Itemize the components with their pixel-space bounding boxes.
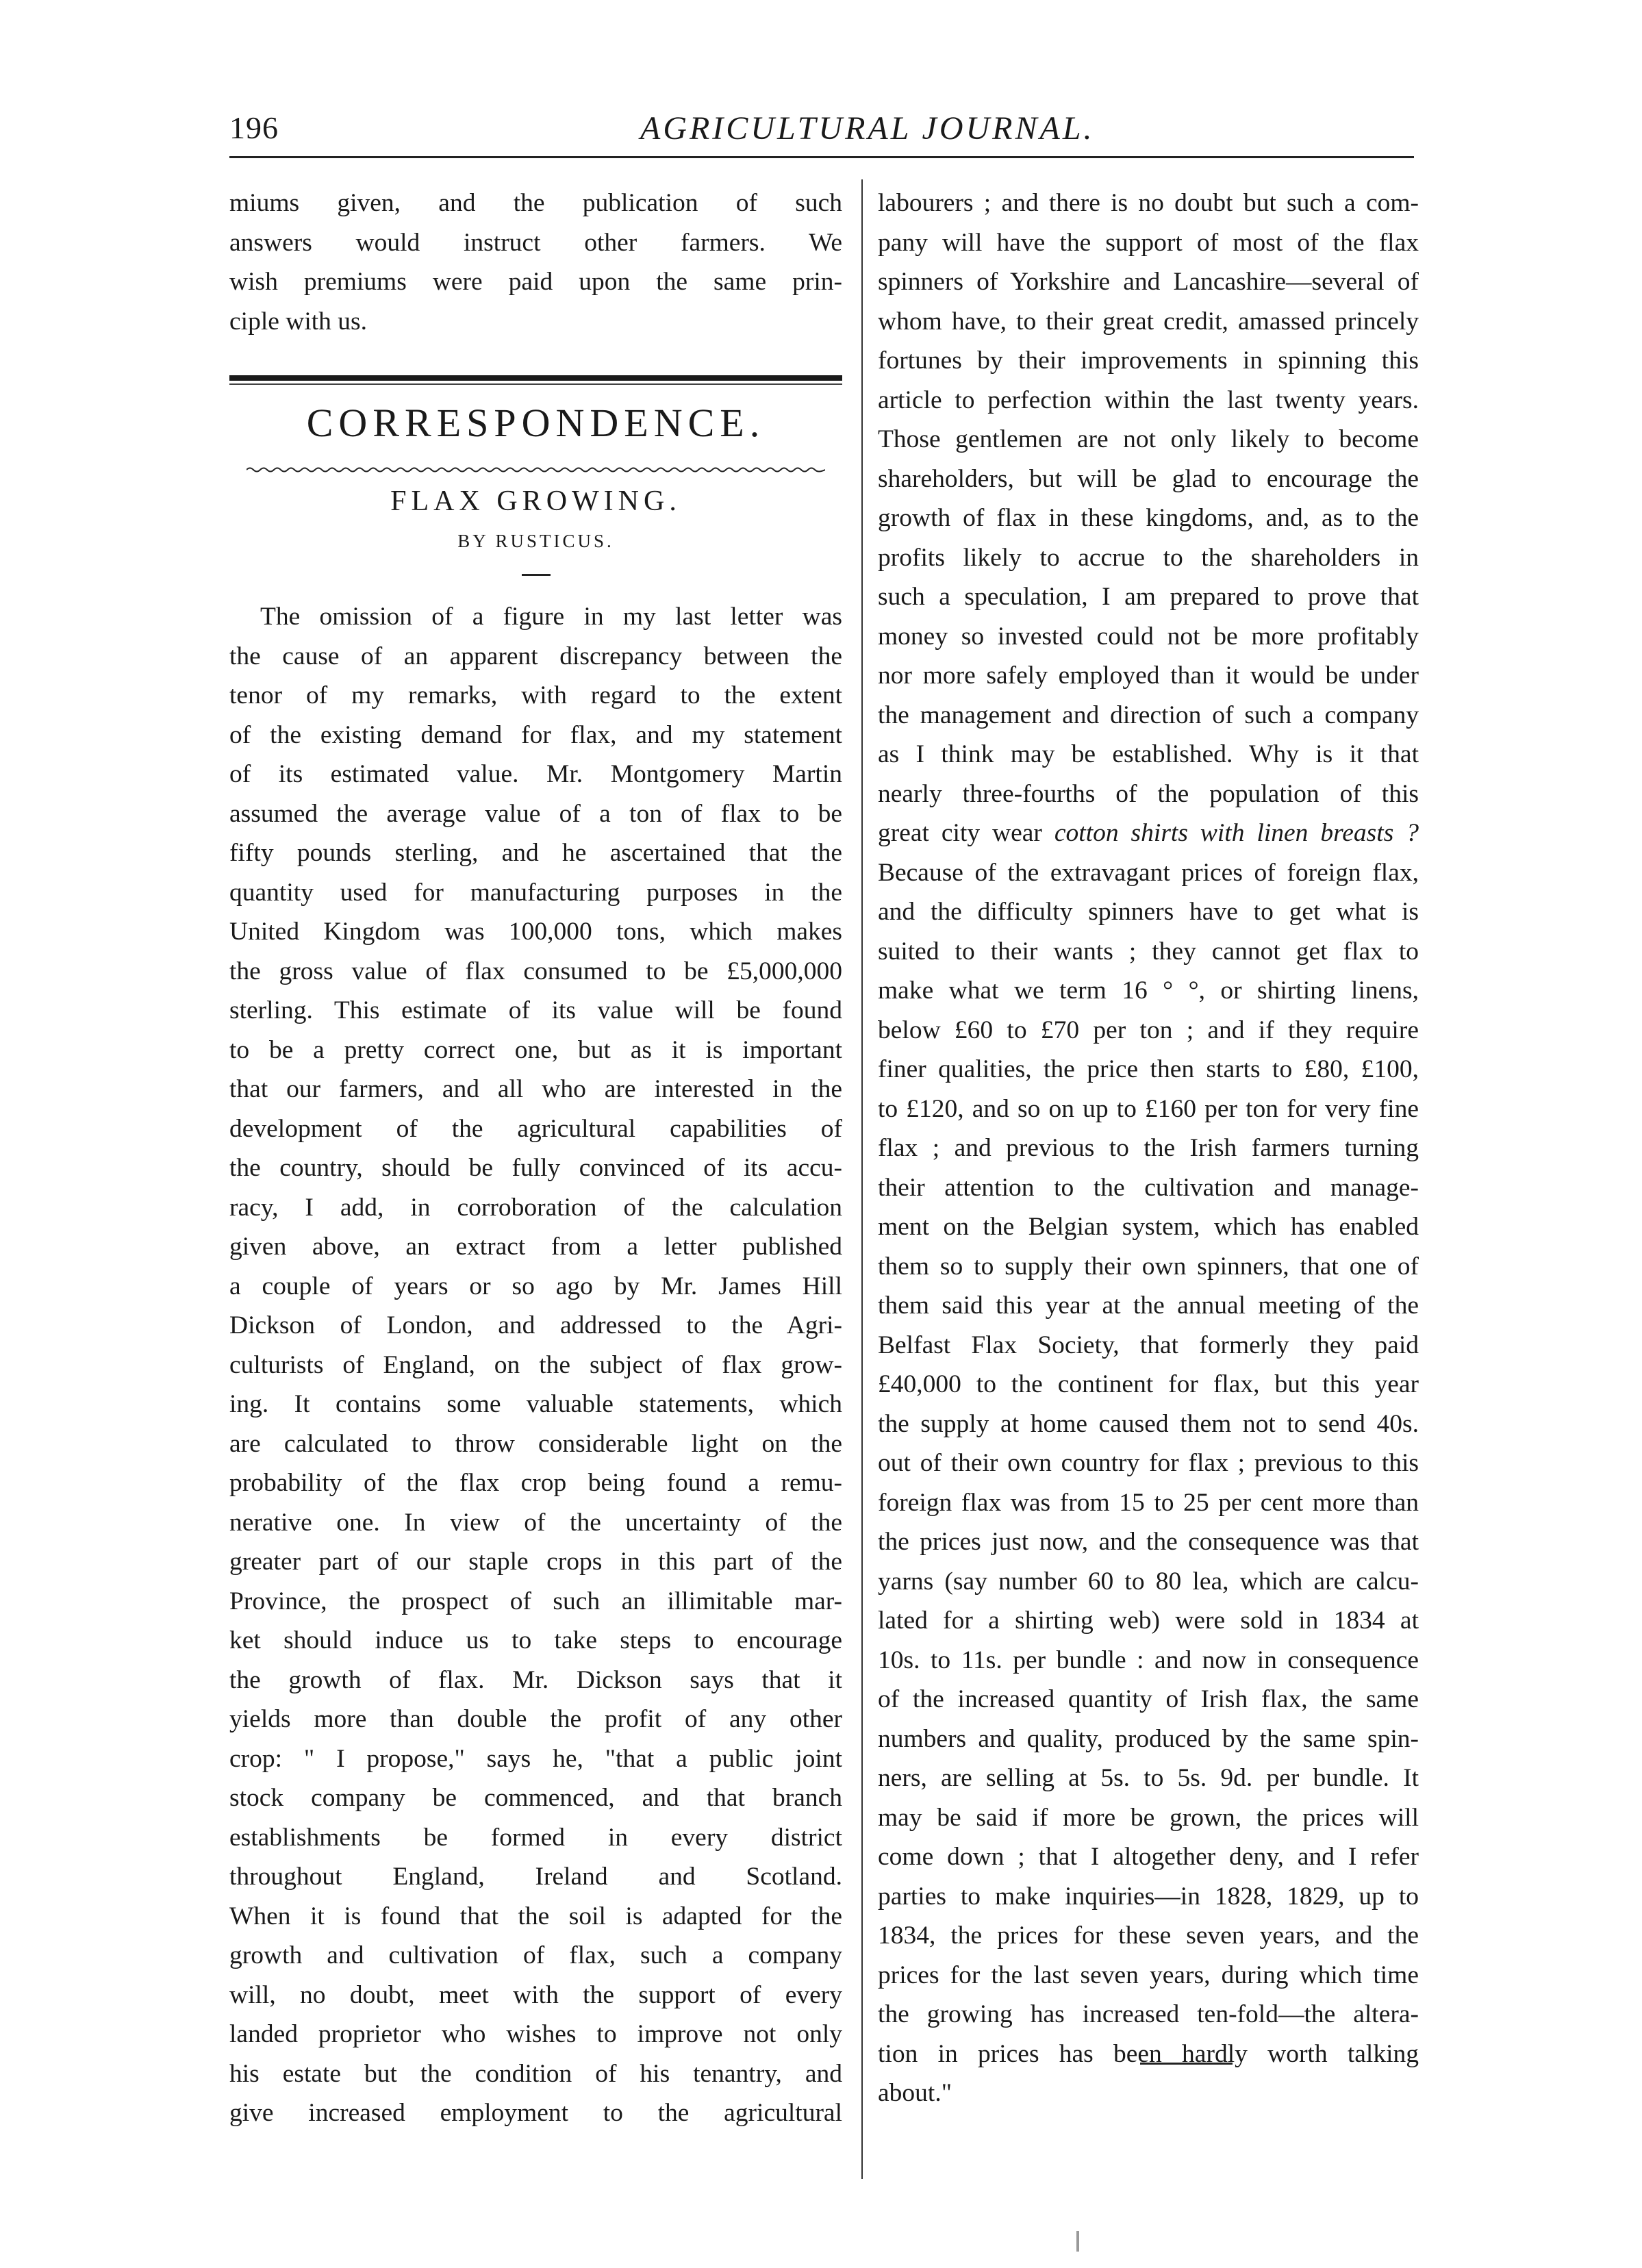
text-line: labourers ; and there is no doubt but such a com- <box>878 189 1419 217</box>
text-line: answers would instruct other farmers. We <box>229 228 842 257</box>
text-line: tion in prices has been hardly worth talking <box>878 2039 1419 2068</box>
text-line: are calculated to throw considerable light on the <box>229 1429 842 1458</box>
text-line: throughout England, Ireland and Scotland. <box>229 1863 842 1891</box>
text-line: £40,000 to the continent for flax, but this year <box>878 1370 1419 1398</box>
text-line: whom have, to their great credit, amassed princely <box>878 307 1419 336</box>
text-line: flax ; and previous to the Irish farmers turning <box>878 1134 1419 1162</box>
text-line: their attention to the cultivation and manage- <box>878 1173 1419 1202</box>
italic-phrase: cotton shirts with linen breasts ? <box>1054 819 1419 847</box>
text-line: yields more than double the profit of any other <box>229 1705 842 1733</box>
text-line: the supply at home caused them not to send 40s. <box>878 1409 1419 1438</box>
text-line: landed proprietor who wishes to improve not only <box>229 2020 842 2048</box>
text-line: assumed the average value of a ton of flax to be <box>229 799 842 828</box>
right-column <box>878 184 1419 2113</box>
text-line: suited to their wants ; they cannot get flax to <box>878 937 1419 966</box>
print-mark <box>1076 2231 1079 2252</box>
text-line: nerative one. In view of the uncertainty of the <box>229 1508 842 1537</box>
left-column-top <box>229 184 842 341</box>
text-line: nor more safely employed than it would be under <box>878 662 1419 690</box>
article-byline: BY RUSTICUS. <box>457 531 614 551</box>
text-line-italic <box>878 814 1419 853</box>
text-line: crop: " I propose," says he, "that a public joint <box>229 1744 842 1773</box>
header-rule <box>229 156 1414 158</box>
text-line: greater part of our staple crops in this part of the <box>229 1548 842 1576</box>
section-rule-thick <box>229 375 842 381</box>
text-line: miums given, and the publication of such <box>229 189 842 217</box>
text-line: article to perfection within the last twenty years. <box>878 386 1419 414</box>
text-line: 1834, the prices for these seven years, and the <box>878 1922 1419 1950</box>
text-line: will, no doubt, meet with the support of every <box>229 1980 842 2009</box>
text-line: ners, are selling at 5s. to 5s. 9d. per bundle. It <box>878 1764 1419 1792</box>
text-line: them said this year at the annual meeting of the <box>878 1292 1419 1320</box>
text-line: come down ; that I altogether deny, and I refer <box>878 1843 1419 1871</box>
text-line: out of their own country for flax ; previous to this <box>878 1449 1419 1477</box>
text-line: the prices just now, and the consequence was that <box>878 1528 1419 1556</box>
text-line: of its estimated value. Mr. Montgomery Martin <box>229 760 842 788</box>
text-line: yarns (say number 60 to 80 lea, which are calcu- <box>878 1567 1419 1596</box>
text-line: 10s. to 11s. per bundle : and now in consequence <box>878 1646 1419 1674</box>
column-divider <box>861 179 863 2179</box>
running-head: AGRICULTURAL JOURNAL. <box>640 110 1095 147</box>
text-line: nearly three-fourths of the population of this <box>878 779 1419 808</box>
page-number: 196 <box>229 110 279 145</box>
byline-dash <box>522 574 551 576</box>
text-line: the growth of flax. Mr. Dickson says that it <box>229 1665 842 1694</box>
text-line: The omission of a figure in my last letter was <box>260 603 842 631</box>
text-line: foreign flax was from 15 to 25 per cent more than <box>878 1488 1419 1517</box>
text-line: the country, should be fully convinced of its accu- <box>229 1154 842 1182</box>
text-line: Dickson of London, and addressed to the Agri- <box>229 1311 842 1339</box>
text-line: prices for the last seven years, during which time <box>878 1961 1419 1989</box>
text-line: give increased employment to the agricultural <box>229 2099 842 2127</box>
text-line: development of the agricultural capabilities of <box>229 1114 842 1143</box>
text-line: parties to make inquiries—in 1828, 1829, up to <box>878 1882 1419 1911</box>
text-line: given above, an extract from a letter published <box>229 1233 842 1261</box>
text-line: When it is found that the soil is adapted for the <box>229 1902 842 1930</box>
text-line: wish premiums were paid upon the same prin- <box>229 268 842 296</box>
text-line: ciple with us. <box>229 307 368 336</box>
text-line: United Kingdom was 100,000 tons, which makes <box>229 918 842 946</box>
text-line: fifty pounds sterling, and he ascertained that the <box>229 839 842 867</box>
text-line: Because of the extravagant prices of foreign flax, <box>878 858 1419 887</box>
text-line: shareholders, but will be glad to encourage the <box>878 464 1419 493</box>
text-line: may be said if more be grown, the prices will <box>878 1803 1419 1832</box>
text-line: ing. It contains some valuable statements, which <box>229 1390 842 1418</box>
text-line: ket should induce us to take steps to encourage <box>229 1626 842 1654</box>
text-line: sterling. This estimate of its value will be found <box>229 996 842 1024</box>
text-line: Province, the prospect of such an illimitable mar- <box>229 1587 842 1615</box>
text-line: spinners of Yorkshire and Lancashire—several of <box>878 268 1419 296</box>
text-line: pany will have the support of most of the flax <box>878 228 1419 257</box>
text-line: Belfast Flax Society, that formerly they paid <box>878 1331 1419 1359</box>
text-line: about." <box>878 2079 952 2107</box>
text-line: stock company be commenced, and that branch <box>229 1784 842 1812</box>
text-segment: great city wear <box>878 819 1054 847</box>
text-line: culturists of England, on the subject of flax grow- <box>229 1350 842 1379</box>
text-line: growth and cultivation of flax, such a company <box>229 1941 842 1969</box>
text-line: that our farmers, and all who are interested in the <box>229 1075 842 1103</box>
text-line: numbers and quality, produced by the same spin- <box>878 1724 1419 1753</box>
section-rule-thin <box>229 383 842 385</box>
text-line: a couple of years or so ago by Mr. James Hill <box>229 1272 842 1300</box>
text-line: such a speculation, I am prepared to prove that <box>878 583 1419 611</box>
text-line: fortunes by their improvements in spinning this <box>878 346 1419 375</box>
text-line: to £120, and so on up to £160 per ton for very fine <box>878 1094 1419 1123</box>
text-line: make what we term 16 ° °, or shirting linens, <box>878 977 1419 1005</box>
text-line: lated for a shirting web) were sold in 1834 at <box>878 1606 1419 1635</box>
text-line: ment on the Belgian system, which has enabled <box>878 1213 1419 1241</box>
section-title: CORRESPONDENCE. <box>306 401 766 445</box>
text-line: the cause of an apparent discrepancy between the <box>229 642 842 670</box>
text-line: racy, I add, in corroboration of the calculation <box>229 1193 842 1222</box>
text-line: growth of flax in these kingdoms, and, as to the <box>878 504 1419 532</box>
text-line: as I think may be established. Why is it that <box>878 740 1419 768</box>
text-line: tenor of my remarks, with regard to the extent <box>229 681 842 709</box>
article-title: FLAX GROWING. <box>390 486 681 517</box>
text-line: of the increased quantity of Irish flax, the same <box>878 1685 1419 1713</box>
text-line: them so to supply their own spinners, that one of <box>878 1252 1419 1281</box>
wavy-rule <box>247 466 825 474</box>
text-line: of the existing demand for flax, and my statement <box>229 720 842 749</box>
article-end-rule <box>1140 2063 1233 2065</box>
left-column-body <box>229 597 842 2133</box>
text-line: and the difficulty spinners have to get what is <box>878 898 1419 926</box>
text-line: quantity used for manufacturing purposes in the <box>229 878 842 907</box>
text-line: the gross value of flax consumed to be £5,000,000 <box>229 957 842 985</box>
text-line: establishments be formed in every district <box>229 1823 842 1852</box>
text-line: the management and direction of such a company <box>878 701 1419 729</box>
text-line: the growing has increased ten-fold—the altera- <box>878 2000 1419 2028</box>
text-line: to be a pretty correct one, but as it is important <box>229 1035 842 1064</box>
text-line: profits likely to accrue to the shareholders in <box>878 543 1419 572</box>
text-line: finer qualities, the price then starts to £80, £100, <box>878 1055 1419 1083</box>
text-line: probability of the flax crop being found a remu- <box>229 1469 842 1497</box>
text-line: money so invested could not be more profitably <box>878 622 1419 651</box>
text-line: his estate but the condition of his tenantry, and <box>229 2059 842 2088</box>
text-line: Those gentlemen are not only likely to become <box>878 425 1419 453</box>
text-line: below £60 to £70 per ton ; and if they require <box>878 1016 1419 1044</box>
